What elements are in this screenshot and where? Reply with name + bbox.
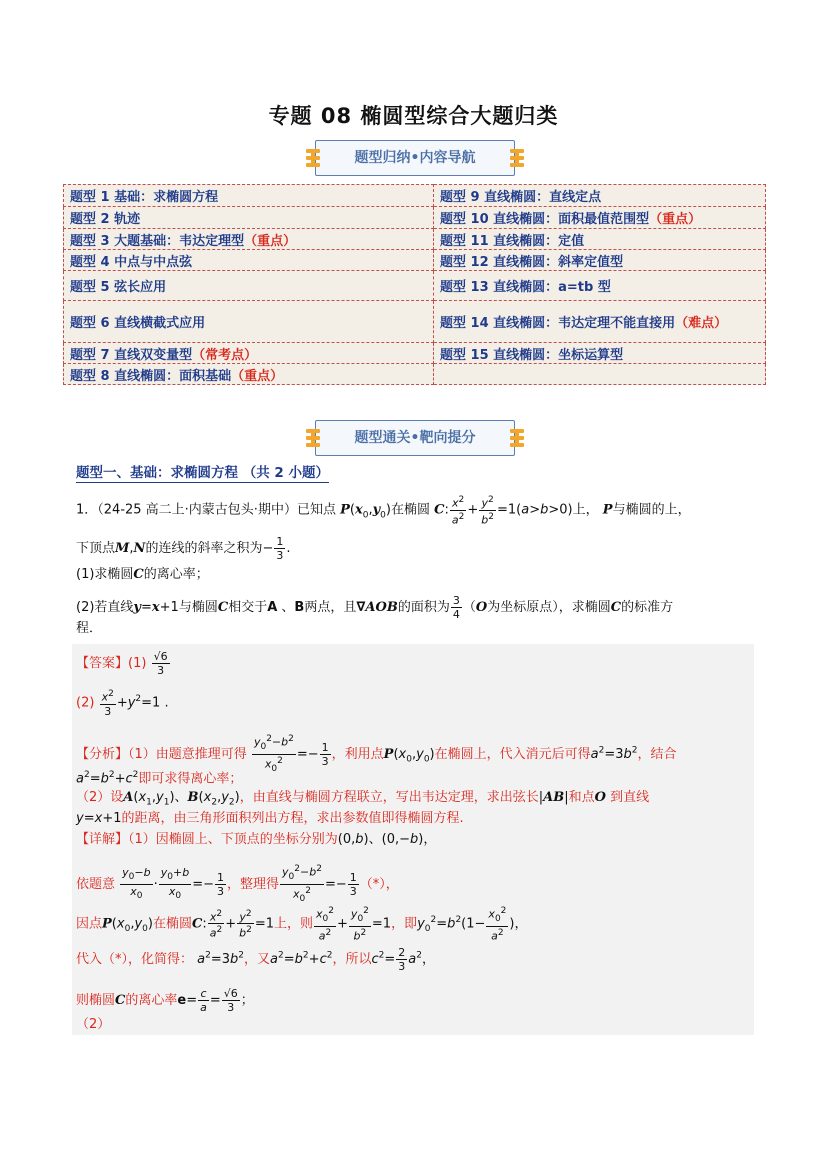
problem-line-1: 1．（24-25 高二上·内蒙古包头·期中）已知点 $P(x_0,y_0)$在椭圆 C: $\frac{x^2}{a^2}$ + $\frac{y^2}{b^2}$ =1(a>b>0)上， P与椭圆的上， <box>76 495 691 527</box>
analysis-line-4: y=x+1的距离，由三角形面积列出方程，求出参数值即得椭圆方程. <box>76 811 464 826</box>
topic-row <box>64 271 766 301</box>
banner-decoration-icon <box>306 149 320 167</box>
detail-part-2: （2） <box>76 1017 111 1032</box>
topic-cell[interactable]: 题型 8 直线椭圆：面积基础（重点） <box>64 364 434 385</box>
topic-cell[interactable]: 题型 7 直线双变量型（常考点） <box>64 343 434 364</box>
topic-cell[interactable]: 题型 12 直线椭圆：斜率定值型 <box>434 250 766 271</box>
topic-cell[interactable]: 题型 13 直线椭圆：a=tb 型 <box>434 271 766 301</box>
topic-cell[interactable]: 题型 3 大题基础：韦达定理型（重点） <box>64 229 434 250</box>
banner-label: 题型归纳•内容导航 <box>354 150 476 166</box>
topic-row <box>64 207 766 229</box>
analysis-line-1: 【分析】（1）由题意推理可得 $\frac{y_0^2-b^2}{x_0^2}$ =− $\frac{1}{3}$ ，利用点$P(x_0,y_0)$在椭圆上，代入消元后可得$a^2=3b^2$，结合 <box>76 734 677 774</box>
detail-line-4: 代入（*），化简得： $a^2=3b^2$，又$a^2=b^2+c^2$，所以$c^2=$ $\frac{2}{3}$ $a^2$， <box>76 946 435 973</box>
banner-decoration-icon <box>306 429 320 447</box>
topic-cell[interactable]: 题型 1 基础：求椭圆方程 <box>64 185 434 207</box>
topic-cell[interactable]: 题型 5 弦长应用 <box>64 271 434 301</box>
analysis-line-2: $a^2=b^2+c^2$即可求得离心率； <box>76 770 243 787</box>
problem-line-2: 下顶点M,N的连线的斜率之积为− $\frac{1}{3}$ . <box>76 535 291 562</box>
topic-cell[interactable]: 题型 2 轨迹 <box>64 207 434 229</box>
topic-cell[interactable]: 题型 4 中点与中点弦 <box>64 250 434 271</box>
answer-line-1: 【答案】(1) $\frac{√6}{3}$ <box>76 650 168 677</box>
topic-cell <box>434 364 766 385</box>
banner-decoration-icon <box>510 429 524 447</box>
topic-cell[interactable]: 题型 6 直线横截式应用 <box>64 301 434 343</box>
question-2: (2)若直线y=x+1与椭圆C相交于A 、B两点，且∇AOB的面积为 $\frac{3}{4}$ （O为坐标原点），求椭圆C的标准方 <box>76 594 674 621</box>
question-2-tail: 程． <box>76 621 103 636</box>
section-banner-toc <box>315 140 515 176</box>
page-title: 专题 08 椭圆型综合大题归类 <box>268 104 559 128</box>
topic-row <box>64 229 766 250</box>
topic-cell[interactable]: 题型 14 直线椭圆：韦达定理不能直接用（难点） <box>434 301 766 343</box>
section-heading[interactable]: 题型一、基础：求椭圆方程 （共 2 小题） <box>76 465 329 481</box>
section-banner-practice <box>315 420 515 456</box>
answer-line-2: (2) $\frac{x^2}{3}$ $+y^2=1$ . <box>76 689 169 718</box>
banner-decoration-icon <box>510 149 524 167</box>
detail-line-2: 依题意 $\frac{y_0-b}{x_0}$ · $\frac{y_0+b}{x_0}$ =− $\frac{1}{3}$ ，整理得 $\frac{y_0^2-b^2}{x_0^2}$ =− $\frac{1}{3}$ （*）， <box>76 864 399 904</box>
topic-row <box>64 343 766 364</box>
topic-cell[interactable]: 题型 9 直线椭圆：直线定点 <box>434 185 766 207</box>
detail-line-3: 因点$P(x_0,y_0)$在椭圆C: $\frac{x^2}{a^2}$ + $\frac{y^2}{b^2}$ =1上，则 $\frac{x_0^2}{a^2}$ + $\frac{y_0^2}{b^2}$ =1，即$y_0^2=b^2(1-$ $\frac{x_0^2}{a^2}$ )， <box>76 906 528 943</box>
banner-label: 题型通关•靶向提分 <box>354 430 476 446</box>
detail-line-1: 【详解】（1）因椭圆上、下顶点的坐标分别为(0,b)、(0,−b)， <box>76 832 437 847</box>
analysis-line-3: （2）设$A(x_1,y_1)$、$B(x_2,y_2)$，由直线与椭圆方程联立，写出韦达定理，求出弦长|AB|和点O 到直线 <box>76 790 650 808</box>
question-1: (1)求椭圆C的离心率； <box>76 567 209 582</box>
topic-row <box>64 364 766 385</box>
topic-cell[interactable]: 题型 10 直线椭圆：面积最值范围型（重点） <box>434 207 766 229</box>
topic-row <box>64 301 766 343</box>
topic-cell[interactable]: 题型 15 直线椭圆：坐标运算型 <box>434 343 766 364</box>
topic-row <box>64 250 766 271</box>
topic-cell[interactable]: 题型 11 直线椭圆：定值 <box>434 229 766 250</box>
detail-line-5: 则椭圆C的离心率e= $\frac{c}{a}$ = $\frac{√6}{3}$ ； <box>76 987 254 1014</box>
topic-table <box>63 184 766 385</box>
topic-row <box>64 185 766 207</box>
